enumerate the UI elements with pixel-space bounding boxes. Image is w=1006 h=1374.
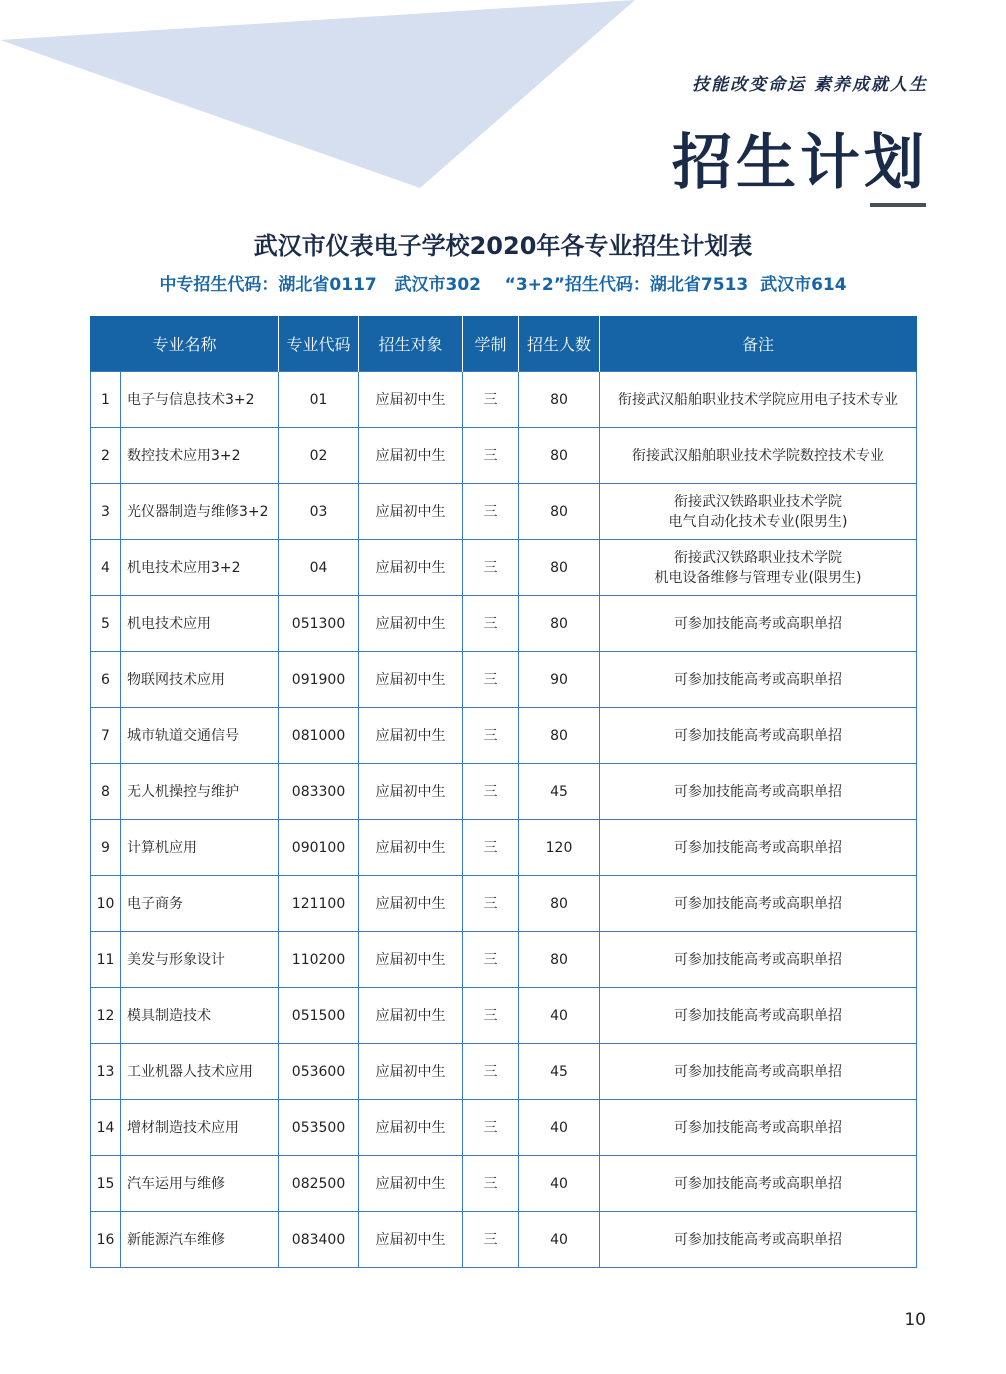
row-number: 9 — [91, 820, 121, 876]
major-code: 01 — [279, 372, 359, 428]
enroll-count: 80 — [519, 596, 600, 652]
table-header-row — [91, 316, 917, 372]
major-code: 053600 — [279, 1044, 359, 1100]
enroll-count: 40 — [519, 1212, 600, 1268]
study-years: 三 — [463, 1156, 519, 1212]
note-cell — [600, 820, 917, 876]
note-line: 可参加技能高考或高职单招 — [674, 1231, 843, 1248]
table-row — [91, 932, 917, 988]
note-line: 可参加技能高考或高职单招 — [674, 1119, 843, 1136]
header-major-name: 专业名称 — [91, 316, 279, 372]
enroll-target: 应届初中生 — [359, 1100, 463, 1156]
enroll-target: 应届初中生 — [359, 1044, 463, 1100]
study-years: 三 — [463, 1100, 519, 1156]
major-name: 无人机操控与维护 — [121, 764, 279, 820]
major-name: 新能源汽车维修 — [121, 1212, 279, 1268]
note-line: 可参加技能高考或高职单招 — [674, 727, 843, 744]
row-number: 5 — [91, 596, 121, 652]
major-code: 121100 — [279, 876, 359, 932]
note-line: 可参加技能高考或高职单招 — [674, 895, 843, 912]
note-line: 机电设备维修与管理专业(限男生) — [654, 569, 862, 586]
note-line: 可参加技能高考或高职单招 — [674, 1063, 843, 1080]
note-line: 衔接武汉铁路职业技术学院 — [674, 493, 843, 510]
enroll-count: 45 — [519, 1044, 600, 1100]
header-target: 招生对象 — [359, 316, 463, 372]
enroll-target: 应届初中生 — [359, 428, 463, 484]
row-number: 6 — [91, 652, 121, 708]
major-name: 数控技术应用3+2 — [121, 428, 279, 484]
study-years: 三 — [463, 932, 519, 988]
major-code: 110200 — [279, 932, 359, 988]
major-code: 083300 — [279, 764, 359, 820]
major-code: 090100 — [279, 820, 359, 876]
note-cell — [600, 1156, 917, 1212]
note-line: 衔接武汉船舶职业技术学院应用电子技术专业 — [618, 391, 899, 408]
note-line: 可参加技能高考或高职单招 — [674, 615, 843, 632]
table-row — [91, 484, 917, 540]
row-number: 2 — [91, 428, 121, 484]
table-row — [91, 988, 917, 1044]
row-number: 1 — [91, 372, 121, 428]
enroll-count: 80 — [519, 932, 600, 988]
page-title: 招生计划 — [672, 128, 928, 198]
study-years: 三 — [463, 1212, 519, 1268]
major-name: 物联网技术应用 — [121, 652, 279, 708]
row-number: 11 — [91, 932, 121, 988]
header-note: 备注 — [600, 316, 917, 372]
enroll-count: 90 — [519, 652, 600, 708]
note-line: 可参加技能高考或高职单招 — [674, 783, 843, 800]
enroll-count: 80 — [519, 484, 600, 540]
table-row — [91, 596, 917, 652]
enroll-target: 应届初中生 — [359, 820, 463, 876]
note-cell — [600, 932, 917, 988]
table-row — [91, 1100, 917, 1156]
note-cell — [600, 764, 917, 820]
major-code: 083400 — [279, 1212, 359, 1268]
enroll-target: 应届初中生 — [359, 540, 463, 596]
major-name: 机电技术应用3+2 — [121, 540, 279, 596]
table-row — [91, 540, 917, 596]
enroll-target: 应届初中生 — [359, 988, 463, 1044]
study-years: 三 — [463, 652, 519, 708]
note-line: 可参加技能高考或高职单招 — [674, 1007, 843, 1024]
row-number: 3 — [91, 484, 121, 540]
major-name: 机电技术应用 — [121, 596, 279, 652]
enroll-count: 80 — [519, 540, 600, 596]
study-years: 三 — [463, 876, 519, 932]
enroll-count: 45 — [519, 764, 600, 820]
enroll-target: 应届初中生 — [359, 596, 463, 652]
study-years: 三 — [463, 372, 519, 428]
note-line: 可参加技能高考或高职单招 — [674, 951, 843, 968]
enroll-target: 应届初中生 — [359, 1212, 463, 1268]
note-line: 衔接武汉铁路职业技术学院 — [674, 549, 843, 566]
study-years: 三 — [463, 428, 519, 484]
row-number: 15 — [91, 1156, 121, 1212]
note-cell — [600, 428, 917, 484]
major-name: 工业机器人技术应用 — [121, 1044, 279, 1100]
enrollment-codes: 中专招生代码：湖北省0117 武汉市302 “3+2”招生代码：湖北省7513 武汉市614 — [159, 275, 847, 295]
table-row — [91, 372, 917, 428]
note-line: 可参加技能高考或高职单招 — [674, 1175, 843, 1192]
major-name: 汽车运用与维修 — [121, 1156, 279, 1212]
enroll-count: 80 — [519, 372, 600, 428]
study-years: 三 — [463, 764, 519, 820]
table-row — [91, 1212, 917, 1268]
study-years: 三 — [463, 820, 519, 876]
study-years: 三 — [463, 1044, 519, 1100]
page-number: 10 — [904, 1310, 926, 1330]
enroll-count: 40 — [519, 988, 600, 1044]
study-years: 三 — [463, 596, 519, 652]
table-row — [91, 1044, 917, 1100]
table-row — [91, 764, 917, 820]
enroll-target: 应届初中生 — [359, 1156, 463, 1212]
study-years: 三 — [463, 988, 519, 1044]
enrollment-plan-table — [90, 316, 917, 1268]
table-row — [91, 876, 917, 932]
row-number: 4 — [91, 540, 121, 596]
note-line: 衔接武汉船舶职业技术学院数控技术专业 — [632, 447, 885, 464]
enroll-target: 应届初中生 — [359, 764, 463, 820]
enroll-target: 应届初中生 — [359, 652, 463, 708]
major-name: 美发与形象设计 — [121, 932, 279, 988]
enroll-count: 40 — [519, 1100, 600, 1156]
major-code: 081000 — [279, 708, 359, 764]
table-body — [91, 372, 917, 1268]
enroll-count: 80 — [519, 428, 600, 484]
note-cell — [600, 1212, 917, 1268]
major-name: 电子商务 — [121, 876, 279, 932]
note-cell — [600, 1044, 917, 1100]
note-cell — [600, 372, 917, 428]
major-name: 计算机应用 — [121, 820, 279, 876]
enroll-count: 80 — [519, 708, 600, 764]
major-name: 模具制造技术 — [121, 988, 279, 1044]
row-number: 10 — [91, 876, 121, 932]
row-number: 16 — [91, 1212, 121, 1268]
study-years: 三 — [463, 484, 519, 540]
note-line: 可参加技能高考或高职单招 — [674, 671, 843, 688]
table-row — [91, 652, 917, 708]
note-cell — [600, 988, 917, 1044]
major-code: 082500 — [279, 1156, 359, 1212]
enroll-target: 应届初中生 — [359, 484, 463, 540]
note-cell — [600, 596, 917, 652]
major-code: 051300 — [279, 596, 359, 652]
row-number: 12 — [91, 988, 121, 1044]
table-row — [91, 428, 917, 484]
row-number: 13 — [91, 1044, 121, 1100]
enroll-target: 应届初中生 — [359, 932, 463, 988]
note-cell — [600, 708, 917, 764]
table-row — [91, 820, 917, 876]
note-line: 可参加技能高考或高职单招 — [674, 839, 843, 856]
note-cell — [600, 540, 917, 596]
major-code: 051500 — [279, 988, 359, 1044]
row-number: 14 — [91, 1100, 121, 1156]
table-title: 武汉市仪表电子学校2020年各专业招生计划表 — [253, 232, 753, 260]
slogan: 技能改变命运 素养成就人生 — [692, 75, 928, 95]
enroll-target: 应届初中生 — [359, 876, 463, 932]
major-name: 增材制造技术应用 — [121, 1100, 279, 1156]
header-count: 招生人数 — [519, 316, 600, 372]
major-code: 03 — [279, 484, 359, 540]
note-cell — [600, 652, 917, 708]
title-underline — [870, 203, 926, 207]
row-number: 7 — [91, 708, 121, 764]
major-code: 091900 — [279, 652, 359, 708]
row-number: 8 — [91, 764, 121, 820]
header-major-code: 专业代码 — [279, 316, 359, 372]
table-row — [91, 1156, 917, 1212]
enroll-count: 80 — [519, 876, 600, 932]
major-code: 02 — [279, 428, 359, 484]
note-cell — [600, 876, 917, 932]
table-row — [91, 708, 917, 764]
study-years: 三 — [463, 540, 519, 596]
note-line: 电气自动化技术专业(限男生) — [668, 513, 848, 530]
note-cell — [600, 1100, 917, 1156]
major-name: 城市轨道交通信号 — [121, 708, 279, 764]
study-years: 三 — [463, 708, 519, 764]
header-years: 学制 — [463, 316, 519, 372]
enroll-count: 120 — [519, 820, 600, 876]
enroll-target: 应届初中生 — [359, 372, 463, 428]
major-code: 04 — [279, 540, 359, 596]
major-name: 光仪器制造与维修3+2 — [121, 484, 279, 540]
enroll-target: 应届初中生 — [359, 708, 463, 764]
major-code: 053500 — [279, 1100, 359, 1156]
note-cell — [600, 484, 917, 540]
major-name: 电子与信息技术3+2 — [121, 372, 279, 428]
enroll-count: 40 — [519, 1156, 600, 1212]
